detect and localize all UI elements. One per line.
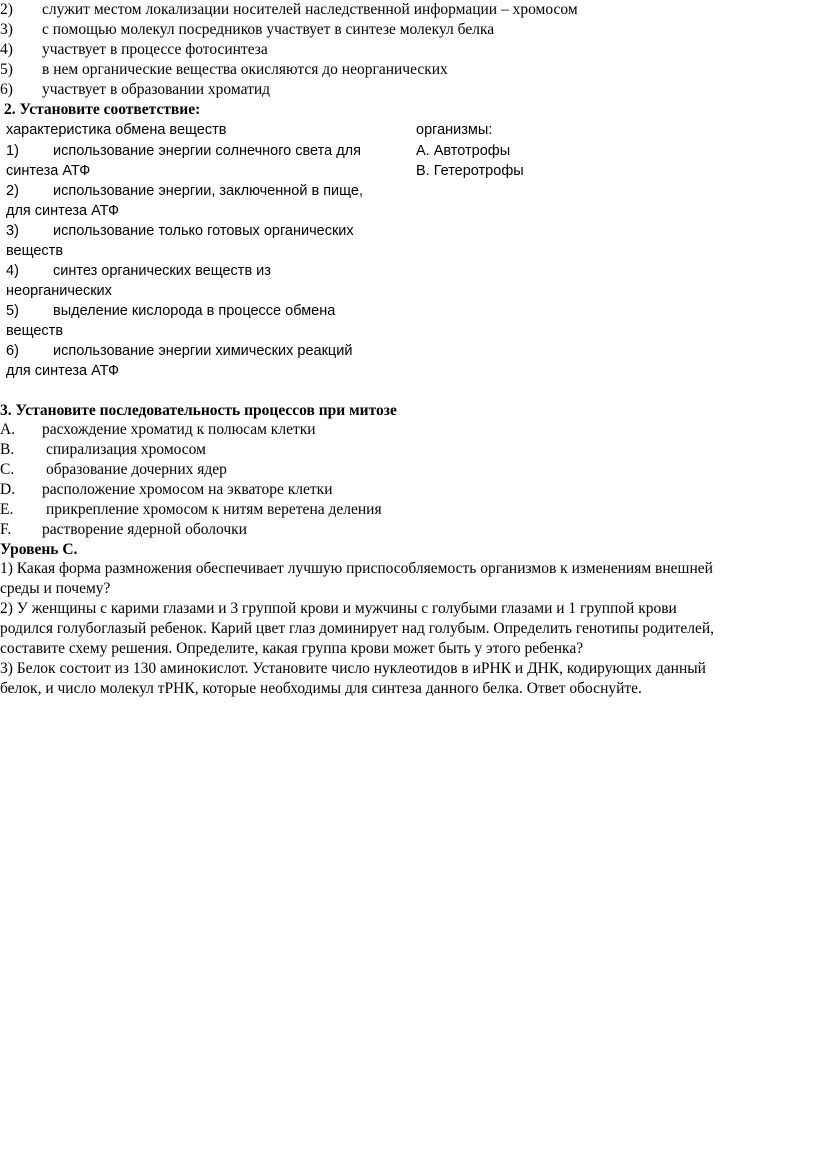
item-text: образование дочерних ядер [46, 461, 227, 478]
question-1-line: 1) Какая форма размножения обеспечивает лучшую приспособляемость организмов к изменениям внешней [0, 560, 713, 577]
question-3-line: 3) Белок состоит из 130 аминокислот. Установите число нуклеотидов в иРНК и ДНК, кодирующих данный [0, 660, 706, 677]
item-text: участвует в процессе фотосинтеза [42, 41, 268, 58]
item-number: 2) [0, 1, 13, 18]
item-text: расхождение хроматид к полюсам клетки [42, 421, 316, 438]
item-number: 2) [6, 183, 19, 199]
item-text: растворение ядерной оболочки [42, 521, 247, 538]
item-text-line1: использование только готовых органических [53, 223, 354, 239]
sequence-item [0, 480, 333, 500]
item-text-line1: использование энергии, заключенной в пище, [53, 183, 364, 199]
sequence-item [0, 440, 206, 460]
item-text-line1: выделение кислорода в процессе обмена [53, 303, 336, 319]
item-letter: E. [0, 501, 14, 518]
question-1-line: среды и почему? [0, 580, 111, 597]
organism-option-a: А. Автотрофы [416, 143, 511, 159]
section-3-title: 3. Установите последовательность процессов при митозе [0, 402, 397, 419]
item-letter: B. [0, 441, 15, 458]
list-item [0, 0, 578, 20]
item-text-line2: неорганических [6, 283, 112, 299]
item-text: служит местом локализации носителей наследственной информации – хромосом [42, 1, 578, 18]
item-text-line2: для синтеза АТФ [6, 363, 120, 379]
question-3-line: белок, и число молекул тРНК, которые необходимы для синтеза данного белка. Ответ обоснуйте. [0, 680, 642, 697]
item-text: в нем органические вещества окисляются до неорганических [42, 61, 448, 78]
sequence-item [0, 520, 247, 540]
organism-option-b: В. Гетеротрофы [416, 163, 524, 179]
item-number: 3) [6, 223, 19, 239]
item-number: 6) [6, 343, 19, 359]
item-number: 1) [6, 143, 19, 159]
item-letter: F. [0, 521, 12, 538]
level-c-title: Уровень С. [0, 541, 78, 558]
item-text-line1: использование энергии химических реакций [53, 343, 353, 359]
left-column-header: характеристика обмена веществ [6, 122, 227, 138]
item-number: 3) [0, 21, 13, 38]
item-letter: C. [0, 461, 15, 478]
item-number: 5) [6, 303, 19, 319]
question-2-line: составите схему решения. Определите, какая группа крови может быть у этого ребенка? [0, 640, 584, 657]
sequence-item [0, 500, 382, 520]
item-number: 5) [0, 61, 13, 78]
list-item [0, 60, 448, 80]
item-letter: D. [0, 481, 16, 498]
item-number: 4) [0, 41, 13, 58]
question-2-line: 2) У женщины с карими глазами и 3 группой крови и мужчины с голубыми глазами и 1 группой крови [0, 600, 677, 617]
item-text-line2: синтеза АТФ [6, 163, 91, 179]
question-2-line: родился голубоглазый ребенок. Карий цвет глаз доминирует над голубым. Определить генотипы родителей, [0, 620, 715, 637]
item-text-line1: использование энергии солнечного света для [53, 143, 361, 159]
item-letter: A. [0, 421, 16, 438]
item-text-line1: синтез органических веществ из [53, 263, 271, 279]
item-number: 6) [0, 81, 13, 98]
item-text: участвует в образовании хроматид [42, 81, 271, 98]
item-text: спирализация хромосом [46, 441, 206, 458]
right-column-header: организмы: [416, 122, 493, 138]
item-number: 4) [6, 263, 19, 279]
list-item [0, 20, 495, 40]
list-item [0, 80, 271, 100]
item-text: расположение хромосом на экваторе клетки [42, 481, 333, 498]
item-text-line2: для синтеза АТФ [6, 203, 120, 219]
sequence-item [0, 420, 316, 440]
item-text-line2: веществ [6, 243, 64, 259]
item-text: прикрепление хромосом к нитям веретена деления [46, 501, 382, 518]
section-2-title: 2. Установите соответствие: [4, 101, 201, 118]
item-text: с помощью молекул посредников участвует в синтезе молекул белка [42, 21, 495, 38]
item-text-line2: веществ [6, 323, 64, 339]
list-item [0, 40, 268, 60]
sequence-item [0, 460, 227, 480]
